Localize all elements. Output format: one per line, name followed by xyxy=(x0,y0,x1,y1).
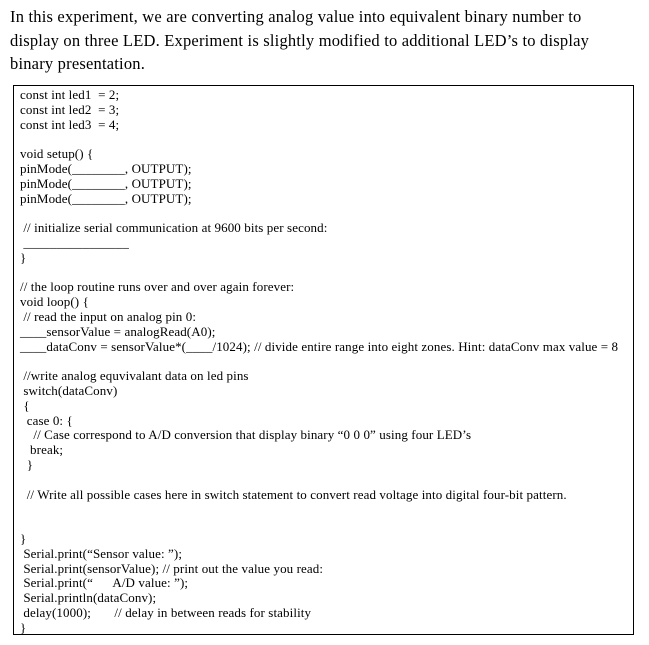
code-line: Serial.print(“Sensor value: ”); xyxy=(20,545,183,561)
code-line: void setup() { xyxy=(20,146,94,162)
code-line: } xyxy=(20,530,27,546)
code-line: case 0: { xyxy=(20,412,73,428)
code-line: ____dataConv = sensorValue*(____/1024); // divide entire range into eight zones. Hint: dataConv max value = 8 xyxy=(20,338,619,354)
code-line: ____sensorValue = analogRead(A0); xyxy=(20,323,216,339)
code-line: delay(1000); // delay in between reads for stability xyxy=(20,604,312,620)
code-line: const int led3 = 4; xyxy=(20,116,120,132)
code-line: // Case correspond to A/D conversion that display binary “0 0 0” using four LED’s xyxy=(20,427,472,443)
code-line: } xyxy=(20,456,34,472)
code-line xyxy=(20,206,633,221)
code-line xyxy=(20,132,633,147)
code-line: Serial.print(“ A/D value: ”); xyxy=(20,575,189,591)
code-line: ________________ xyxy=(20,234,129,250)
code-line: void loop() { xyxy=(20,294,89,310)
code-line: switch(dataConv) xyxy=(20,382,118,398)
intro-line-3: binary presentation. xyxy=(10,54,146,74)
code-box xyxy=(13,85,634,635)
code-line: break; xyxy=(20,442,64,458)
code-line xyxy=(20,266,633,281)
code-line: const int led2 = 3; xyxy=(20,101,120,117)
code-line: Serial.println(dataConv); xyxy=(20,590,157,606)
code-line: pinMode(________, OUTPUT); xyxy=(20,175,192,191)
code-line: // read the input on analog pin 0: xyxy=(20,308,197,324)
code-line: //write analog equvivalant data on led pins xyxy=(20,368,249,384)
code-line: // Write all possible cases here in switch statement to convert read voltage into digital four-bit pattern. xyxy=(20,486,567,502)
code-line: { xyxy=(20,397,30,413)
code-line: pinMode(________, OUTPUT); xyxy=(20,190,192,206)
code-line xyxy=(20,502,633,517)
code-line: // initialize serial communication at 9600 bits per second: xyxy=(20,220,328,236)
code-line: Serial.print(sensorValue); // print out the value you read: xyxy=(20,560,324,576)
code-line xyxy=(20,473,633,488)
intro-line-2: display on three LED. Experiment is slightly modified to additional LED’s to display xyxy=(10,30,590,50)
code-line: } xyxy=(20,249,27,265)
code-line xyxy=(20,354,633,369)
intro-paragraph xyxy=(10,5,642,76)
code-line: // the loop routine runs over and over again forever: xyxy=(20,279,295,295)
code-line xyxy=(20,517,633,532)
intro-line-1: In this experiment, we are converting analog value into equivalent binary number to xyxy=(10,7,582,26)
code-line: const int led1 = 2; xyxy=(20,87,120,102)
code-line: } xyxy=(20,619,27,635)
code-line: pinMode(________, OUTPUT); xyxy=(20,160,192,176)
